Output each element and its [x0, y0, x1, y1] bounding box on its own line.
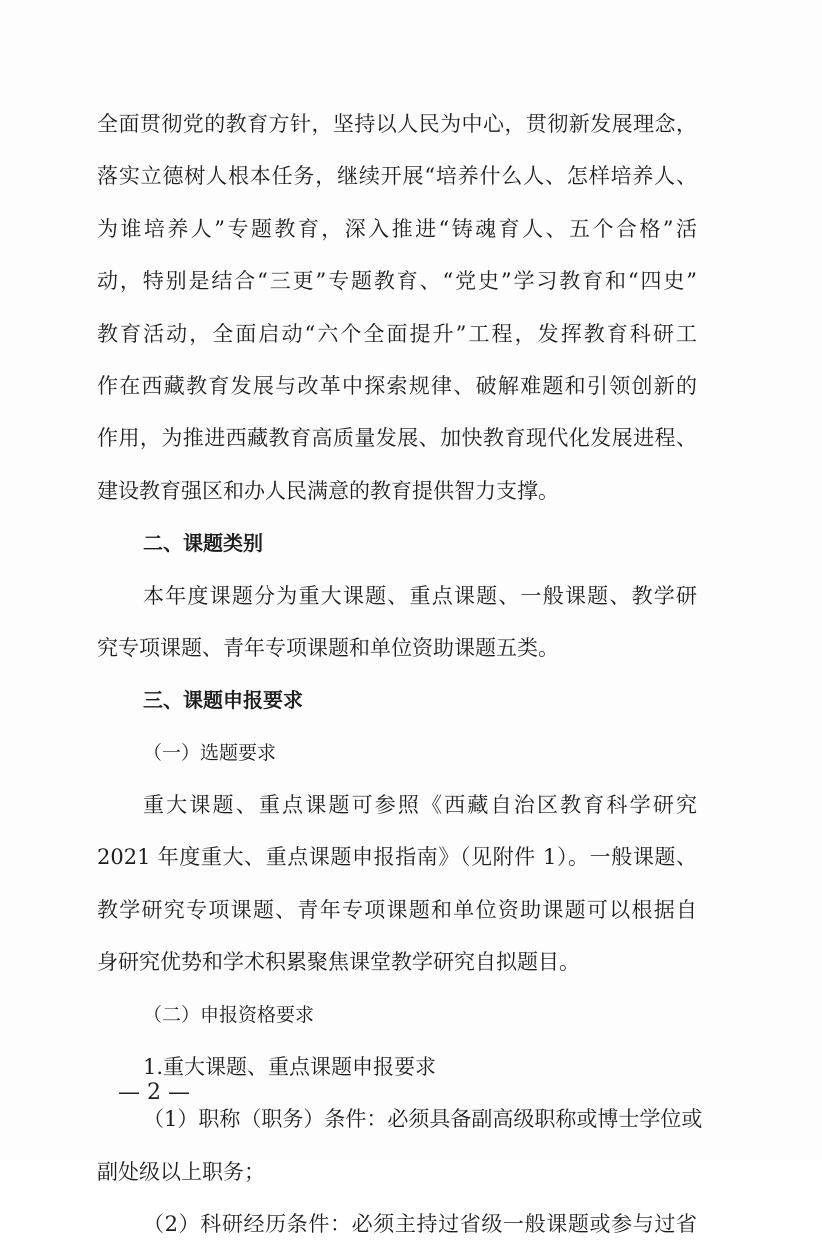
body-line: 本年度课题分为重大课题、重点课题、一般课题、教学研 [143, 583, 697, 608]
body-line: 为谁培养人”专题教育，深入推进“铸魂育人、五个合格”活 [97, 216, 697, 241]
body-line: 教学研究专项课题、青年专项课题和单位资助课题可以根据自 [97, 897, 697, 922]
document-body [97, 98, 703, 1251]
body-line: 作在西藏教育发展与改革中探索规律、破解难题和引领创新的 [97, 373, 697, 398]
body-line: 重大课题、重点课题可参照《西藏自治区教育科学研究 [143, 793, 697, 818]
body-line: 落实立德树人根本任务，继续开展“培养什么人、怎样培养人、 [97, 164, 697, 189]
body-line: 究专项课题、青年专项课题和单位资助课题五类。 [97, 635, 559, 660]
body-line: 2021 年度重大、重点课题申报指南》（见附件 1）。一般课题、 [97, 845, 697, 870]
body-line: 教育活动，全面启动“六个全面提升”工程，发挥教育科研工 [97, 321, 697, 346]
body-line: （2）科研经历条件：必须主持过省级一般课题或参与过省 [143, 1212, 697, 1237]
subsection-heading-topic: （一）选题要求 [143, 741, 277, 764]
section-heading-requirements: 三、课题申报要求 [143, 688, 303, 713]
body-line: 作用，为推进西藏教育高质量发展、加快教育现代化发展进程、 [97, 426, 697, 451]
body-line: 动，特别是结合“三更”专题教育、“党史”学习教育和“四史” [97, 269, 697, 294]
section-heading-categories: 二、课题类别 [143, 531, 263, 556]
body-line: 身研究优势和学术积累聚焦课堂教学研究自拟题目。 [97, 950, 580, 975]
body-line: 建设教育强区和办人民满意的教育提供智力支撑。 [97, 478, 559, 503]
subsection-heading-eligibility: （二）申报资格要求 [143, 1003, 315, 1026]
item-heading: 1.重大课题、重点课题申报要求 [143, 1055, 437, 1080]
body-line: （1）职称（职务）条件：必须具备副高级职称或博士学位或 [143, 1107, 703, 1132]
body-line: 副处级以上职务； [97, 1159, 265, 1184]
body-line: 全面贯彻党的教育方针，坚持以人民为中心，贯彻新发展理念， [97, 112, 697, 136]
page-number: — 2 — [118, 1080, 190, 1105]
